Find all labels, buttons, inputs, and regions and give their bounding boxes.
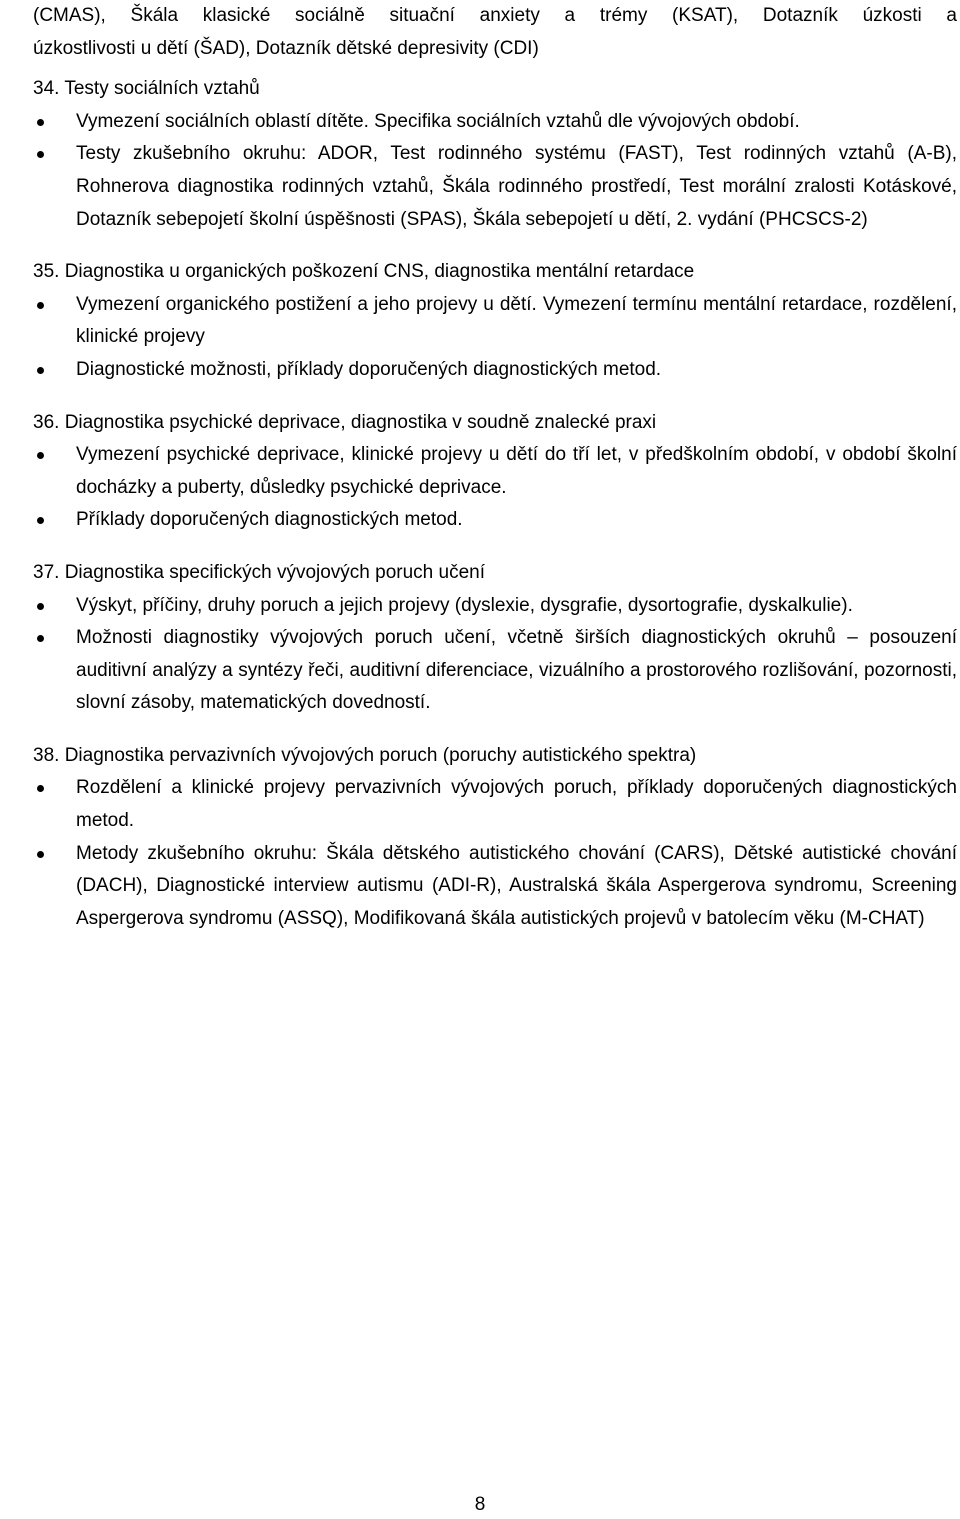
page-number: 8 [474,1494,486,1515]
section-heading: 37. Diagnostika specifických vývojových poruch učení [33,561,486,583]
bullet-list [33,772,957,935]
list-item: Vymezení psychické deprivace, klinické projevy u dětí do tří let, v předškolním období, v období školní docházky a puberty, důsledky psychické deprivace. [33,439,957,504]
list-item: Možnosti diagnostiky vývojových poruch učení, včetně širších diagnostických okruhů – posouzení auditivní analýzy a syntézy řeči, auditivní diferenciace, vizuálního a prostorového rozlišování, pozornosti, slovní zásoby, matematických dovedností. [33,622,957,720]
page-content [33,0,957,935]
section-35 [33,256,957,386]
bullet-list [33,590,957,720]
list-item: Vymezení sociálních oblastí dítěte. Specifika sociálních vztahů dle vývojových období. [33,106,957,139]
list-item: Diagnostické možnosti, příklady doporučených diagnostických metod. [33,354,957,387]
section-37 [33,557,957,720]
section-heading: 38. Diagnostika pervazivních vývojových poruch (poruchy autistického spektra) [33,744,697,766]
section-heading: 35. Diagnostika u organických poškození CNS, diagnostika mentální retardace [33,261,695,283]
section-36 [33,407,957,537]
section-heading: 34. Testy sociálních vztahů [33,78,260,100]
bullet-list [33,289,957,387]
section-34 [33,73,957,236]
list-item: Příklady doporučených diagnostických metod. [33,504,957,537]
list-item: Metody zkušebního okruhu: Škála dětského autistického chování (CARS), Dětské autistické chování (DACH), Diagnostické interview autismu (ADI-R), Australská škála Aspergerova syndromu, Screening Aspergerova syndromu (ASSQ), Modifikovaná škála autistických projevů v batolecím věku (M-CHAT) [33,838,957,936]
intro-line-2: úzkostlivosti u dětí (ŠAD), Dotazník dětské depresivity (CDI) [33,37,539,59]
intro-line-1: (CMAS), Škála klasické sociálně situační anxiety a trémy (KSAT), Dotazník úzkosti a [33,5,957,26]
section-38 [33,740,957,936]
bullet-list [33,106,957,236]
list-item: Výskyt, příčiny, druhy poruch a jejich projevy (dyslexie, dysgrafie, dysortografie, dyskalkulie). [33,590,957,623]
section-heading: 36. Diagnostika psychické deprivace, diagnostika v soudně znalecké praxi [33,411,657,433]
list-item: Rozdělení a klinické projevy pervazivních vývojových poruch, příklady doporučených diagnostických metod. [33,772,957,837]
list-item: Vymezení organického postižení a jeho projevy u dětí. Vymezení termínu mentální retardace, rozdělení, klinické projevy [33,289,957,354]
list-item: Testy zkušebního okruhu: ADOR, Test rodinného systému (FAST), Test rodinných vztahů (A-B), Rohnerova diagnostika rodinných vztahů, Škála rodinného prostředí, Test morální zralosti Kotáskové, Dotazník sebepojetí školní úspěšnosti (SPAS), Škála sebepojetí u dětí, 2. vydání (PHCSCS-2) [33,138,957,236]
bullet-list [33,439,957,537]
